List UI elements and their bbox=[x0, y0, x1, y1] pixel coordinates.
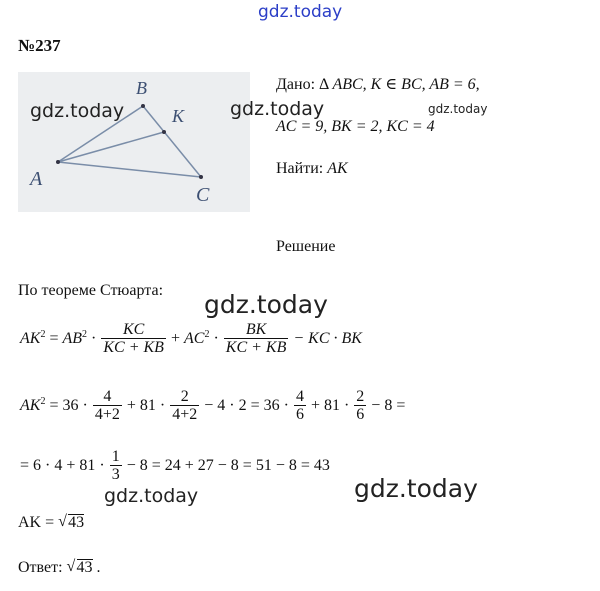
result-radicand: 43 bbox=[68, 514, 85, 531]
calc1-f4-num: 2 bbox=[356, 388, 365, 405]
calc1-part4: + 81 · bbox=[310, 396, 350, 414]
calculation-line-2 bbox=[18, 448, 332, 483]
watermark-bottom-right: gdz.today bbox=[354, 474, 478, 503]
answer-prefix: Ответ: bbox=[18, 559, 67, 576]
given-label: Дано: bbox=[276, 76, 320, 93]
find-line bbox=[276, 158, 348, 179]
vertex-label-b: B bbox=[136, 78, 147, 98]
theorem-line: По теореме Стюарта: bbox=[18, 282, 164, 299]
calc1-f2-den: 4+2 bbox=[172, 406, 198, 423]
given-line-1 bbox=[276, 74, 480, 95]
find-label: Найти: bbox=[276, 160, 328, 177]
calc1-part2: + 81 · bbox=[126, 396, 166, 414]
watermark-figure-mid: gdz.today bbox=[230, 98, 325, 120]
result-prefix: AK = bbox=[18, 514, 59, 531]
vertex-label-k: K bbox=[172, 106, 185, 126]
vertex-label-a: A bbox=[30, 168, 43, 190]
formula-sup-3: 2 bbox=[204, 329, 210, 340]
answer-radicand: 43 bbox=[76, 559, 93, 576]
formula-sup-1: 2 bbox=[40, 329, 46, 340]
calc2-part1: = 6 · 4 + 81 · bbox=[20, 456, 105, 474]
given-lengths: AC = 9, BK = 2, KC = 4 bbox=[276, 118, 435, 135]
result-sqrt bbox=[58, 512, 84, 533]
watermark-small-right: gdz.today bbox=[428, 102, 488, 116]
watermark-top: gdz.today bbox=[258, 2, 343, 22]
calc2-fraction bbox=[110, 448, 122, 483]
formula-ab: AB bbox=[62, 330, 83, 347]
calc1-f2-num: 2 bbox=[180, 388, 189, 405]
formula-eq: = bbox=[49, 329, 59, 347]
calc2-part2: − 8 = 24 + 27 − 8 = 51 − 8 = 43 bbox=[126, 456, 330, 474]
formula-fraction-1 bbox=[101, 321, 166, 356]
calc1-f1-den: 4+2 bbox=[94, 406, 120, 423]
calc1-f1-num: 4 bbox=[103, 388, 112, 405]
calc1-f3-num: 4 bbox=[295, 388, 304, 405]
answer-sqrt bbox=[67, 557, 93, 578]
calc1-part5: − 8 = bbox=[371, 396, 406, 414]
given-conditions: , K ∈ BC, AB = 6, bbox=[362, 76, 480, 93]
calc1-lhs: AK bbox=[20, 397, 41, 414]
formula-lhs: AK bbox=[20, 330, 41, 347]
calc1-part1: = 36 · bbox=[49, 396, 88, 414]
calc1-sup: 2 bbox=[40, 396, 46, 407]
watermark-figure-left: gdz.today bbox=[30, 100, 125, 122]
formula-frac2-num: BK bbox=[245, 321, 267, 338]
formula-frac1-num: KC bbox=[122, 321, 145, 338]
triangle-figure bbox=[18, 72, 250, 212]
given-triangle-name: ABC bbox=[332, 76, 363, 93]
calc1-f3-den: 6 bbox=[295, 406, 304, 423]
answer-suffix: . bbox=[92, 559, 101, 576]
calc1-fraction-4 bbox=[354, 388, 366, 423]
solution-title: Решение bbox=[276, 238, 336, 255]
formula-plus: + bbox=[170, 329, 180, 347]
calc1-fraction-1 bbox=[93, 388, 122, 423]
stewart-formula bbox=[18, 321, 364, 356]
calc1-fraction-2 bbox=[170, 388, 199, 423]
calc2-f-num: 1 bbox=[111, 448, 120, 465]
answer-line bbox=[18, 557, 101, 578]
calc2-f-den: 3 bbox=[111, 466, 120, 483]
result-line bbox=[18, 512, 84, 533]
formula-frac2-den: KC + KB bbox=[225, 339, 287, 356]
calc1-fraction-3 bbox=[294, 388, 306, 423]
formula-ac: AC bbox=[183, 330, 205, 347]
triangle-symbol: Δ bbox=[319, 76, 333, 93]
watermark-bottom-left: gdz.today bbox=[104, 485, 199, 507]
triangle-drawing bbox=[18, 72, 250, 212]
formula-dot-2: · bbox=[213, 329, 219, 347]
find-value: AK bbox=[327, 160, 348, 177]
calc1-f4-den: 6 bbox=[356, 406, 365, 423]
problem-number: №237 bbox=[18, 36, 61, 55]
calculation-line-1 bbox=[18, 388, 407, 423]
calc1-part3: − 4 · 2 = 36 · bbox=[204, 396, 289, 414]
formula-frac1-den: KC + KB bbox=[103, 339, 164, 356]
watermark-center: gdz.today bbox=[204, 290, 328, 319]
formula-fraction-2 bbox=[224, 321, 289, 356]
vertex-label-c: C bbox=[196, 184, 210, 206]
formula-dot-1: · bbox=[91, 329, 97, 347]
formula-sup-2: 2 bbox=[82, 329, 88, 340]
formula-tail: − KC · BK bbox=[293, 329, 362, 347]
given-line-2 bbox=[276, 116, 435, 137]
